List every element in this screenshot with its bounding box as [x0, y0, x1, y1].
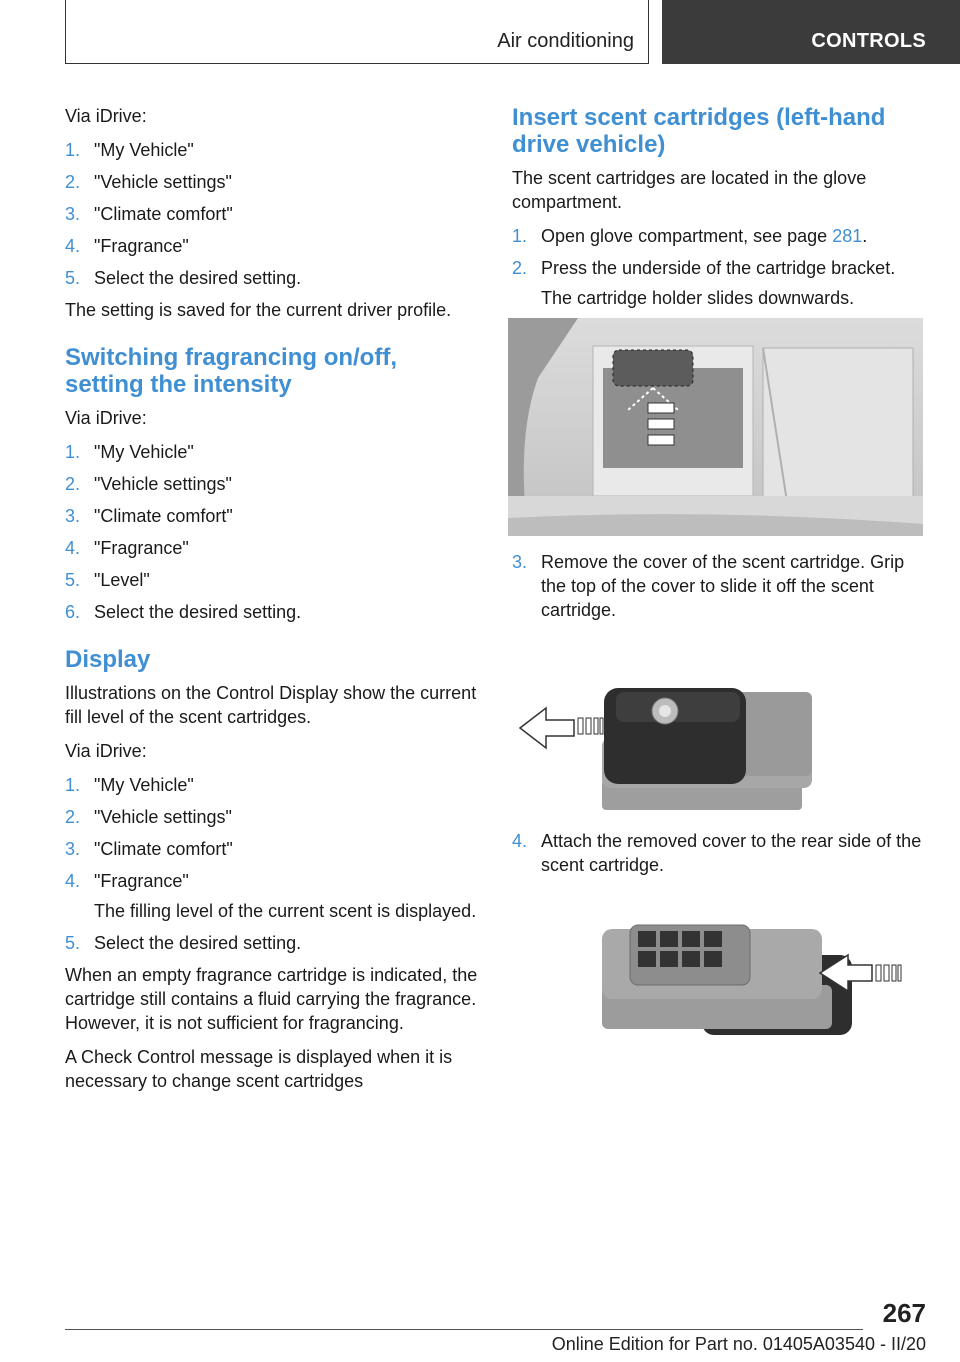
page-number: 267 [882, 1298, 926, 1328]
step-number: 5. [65, 570, 81, 590]
attach-cover-illustration [512, 885, 927, 1045]
step-text: "Vehicle settings" [94, 807, 232, 827]
list-item [65, 600, 480, 624]
list-item [65, 234, 480, 258]
check-control-note: A Check Control message is displayed when it is necessary to change scent cartridges [65, 1047, 453, 1091]
step-text: "My Vehicle" [94, 140, 194, 160]
step-subtext: The cartridge holder slides downwards. [541, 288, 855, 308]
step-text: Attach the removed cover to the rear side of the scent cartridge. [541, 831, 922, 875]
step-text: "Climate comfort" [94, 506, 233, 526]
step-number: 3. [65, 839, 81, 859]
list-item [65, 266, 480, 290]
step-text: "My Vehicle" [94, 442, 194, 462]
via-idrive-text: Via iDrive: [65, 106, 147, 126]
step-number: 4. [65, 871, 81, 891]
heading-display: Display [65, 646, 151, 673]
list-item [65, 440, 480, 464]
step-text: Select the desired setting. [94, 268, 302, 288]
list-item [65, 536, 480, 560]
list-item [65, 869, 480, 923]
list-item [65, 138, 480, 162]
insert-description: The scent cartridges are located in the glove compartment. [512, 168, 867, 212]
step-text: "Climate comfort" [94, 839, 233, 859]
step-number: 3. [65, 506, 81, 526]
step-text: "My Vehicle" [94, 775, 194, 795]
list-item [65, 568, 480, 592]
step-text: Press the underside of the cartridge bracket. [541, 258, 896, 278]
step-number: 2. [65, 474, 81, 494]
step-number: 1. [65, 442, 81, 462]
list-item [65, 170, 480, 194]
saved-note: The setting is saved for the current driver profile. [65, 300, 452, 320]
list-item [512, 224, 932, 248]
header-section-title: Air conditioning [497, 30, 634, 52]
step-text: Select the desired setting. [94, 933, 302, 953]
list-item [512, 550, 932, 622]
list-item [512, 256, 932, 310]
list-item [65, 504, 480, 528]
step-number: 5. [65, 933, 81, 953]
step-text: "Fragrance" [94, 236, 189, 256]
step-number: 4. [65, 538, 81, 558]
via-idrive-text: Via iDrive: [65, 741, 147, 761]
idrive-steps-list-1 [65, 138, 480, 290]
step-number: 5. [65, 268, 81, 288]
step-number: 2. [512, 258, 528, 278]
step-text: Remove the cover of the scent cartridge. Grip the top of the cover to slide it off the scent cartridge. [541, 552, 905, 620]
heading-insert-scent-cartridges: Insert scent cartridges (left-hand drive vehicle) [512, 104, 886, 158]
via-idrive-text: Via iDrive: [65, 408, 147, 428]
idrive-steps-list-2 [65, 440, 480, 624]
step-number: 6. [65, 602, 81, 622]
step-text: "Fragrance" [94, 538, 189, 558]
list-item [65, 931, 480, 955]
step-number: 4. [65, 236, 81, 256]
step-number: 1. [65, 775, 81, 795]
step-text: "Vehicle settings" [94, 172, 232, 192]
list-item [65, 773, 480, 797]
list-item [65, 837, 480, 861]
display-description: Illustrations on the Control Display show the current fill level of the scent cartridges. [65, 683, 477, 727]
step-text: Open glove compartment, see page [541, 226, 833, 246]
step-number: 1. [65, 140, 81, 160]
list-item [512, 829, 932, 877]
list-item [65, 202, 480, 226]
step-number: 3. [512, 552, 528, 572]
step-number: 3. [65, 204, 81, 224]
step-text: "Vehicle settings" [94, 474, 232, 494]
step-text: Select the desired setting. [94, 602, 302, 622]
list-item [65, 805, 480, 829]
insert-steps-list-continued [512, 550, 932, 622]
empty-cartridge-note: When an empty fragrance cartridge is indicated, the cartridge still contains a fluid carrying the fragrance. However, it is not sufficient for fragrancing. [65, 965, 478, 1033]
left-column [65, 104, 480, 1103]
idrive-steps-list-3 [65, 773, 480, 955]
right-column [512, 104, 932, 1059]
step-text: "Fragrance" [94, 871, 189, 891]
header-chapter-tab: CONTROLS [662, 0, 960, 64]
step-text-end: . [862, 226, 868, 246]
heading-switching-fragrancing: Switching fragrancing on/off, setting the intensity [65, 344, 397, 398]
step-number: 1. [512, 226, 528, 246]
edition-footer: Online Edition for Part no. 01405A03540 - II/20 [551, 1334, 926, 1354]
step-text: "Level" [94, 570, 150, 590]
page-reference-link[interactable]: 281 [832, 226, 863, 246]
list-item [65, 472, 480, 496]
remove-cover-illustration [512, 630, 927, 815]
insert-steps-list-final [512, 829, 932, 877]
glove-compartment-illustration [508, 318, 923, 536]
step-number: 4. [512, 831, 528, 851]
step-number: 2. [65, 172, 81, 192]
step-number: 2. [65, 807, 81, 827]
step-subtext: The filling level of the current scent is displayed. [94, 901, 477, 921]
footer-divider [65, 1329, 863, 1330]
insert-steps-list [512, 224, 932, 310]
step-text: "Climate comfort" [94, 204, 233, 224]
